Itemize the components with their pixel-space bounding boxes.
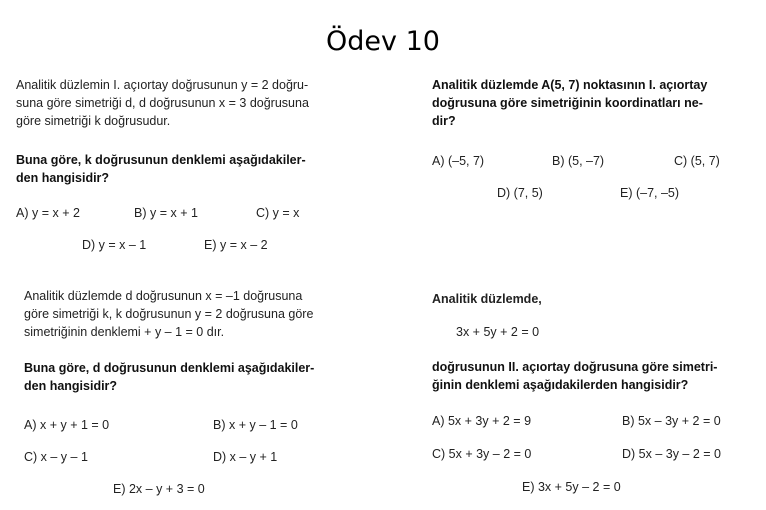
question-3-stem-line: göre simetriği k, k doğrusunun y = 2 doğrusuna göre	[24, 307, 314, 321]
question-1-stem-line: göre simetriği k doğrusudur.	[16, 114, 171, 128]
question-3-stem-line: Analitik düzlemde d doğrusunun x = –1 doğrusuna	[24, 289, 303, 303]
question-3-stem-line: simetriğinin denklemi + y – 1 = 0 dır.	[24, 325, 225, 339]
question-4-option-b[interactable]: B) 5x – 3y + 2 = 0	[622, 414, 721, 428]
question-1-prompt-line: den hangisidir?	[16, 171, 110, 185]
question-1-option-c[interactable]: C) y = x	[256, 206, 300, 220]
question-1-stem	[16, 76, 376, 130]
question-3-prompt-line: den hangisidir?	[24, 379, 118, 393]
question-3-prompt	[24, 359, 384, 395]
slide-title: Ödev 10	[326, 26, 440, 57]
question-3-option-a[interactable]: A) x + y + 1 = 0	[24, 418, 110, 432]
question-2-option-e[interactable]: E) (–7, –5)	[620, 186, 680, 200]
question-4-prompt	[432, 358, 762, 394]
question-4-option-d[interactable]: D) 5x – 3y – 2 = 0	[622, 447, 722, 461]
question-1-option-e[interactable]: E) y = x – 2	[204, 238, 268, 252]
question-2-option-a[interactable]: A) (–5, 7)	[432, 154, 485, 168]
question-3-option-c[interactable]: C) x – y – 1	[24, 450, 88, 464]
question-3-stem	[24, 287, 384, 341]
question-3-option-b[interactable]: B) x + y – 1 = 0	[213, 418, 298, 432]
question-2-stem-line: dir?	[432, 114, 456, 128]
question-2-stem	[432, 76, 762, 130]
question-4-prompt-line: doğrusunun II. açıortay doğrusuna göre simetri-	[432, 360, 718, 374]
question-4-option-c[interactable]: C) 5x + 3y – 2 = 0	[432, 447, 532, 461]
question-4-equation: 3x + 5y + 2 = 0	[456, 325, 540, 339]
question-2-option-c[interactable]: C) (5, 7)	[674, 154, 720, 168]
question-4-prompt-line: ğinin denklemi aşağıdakilerden hangisidir?	[432, 378, 689, 392]
question-1-option-b[interactable]: B) y = x + 1	[134, 206, 198, 220]
question-1-prompt-line: Buna göre, k doğrusunun denklemi aşağıdakiler-	[16, 153, 306, 167]
question-1-option-d[interactable]: D) y = x – 1	[82, 238, 147, 252]
question-3-option-e[interactable]: E) 2x – y + 3 = 0	[113, 482, 205, 496]
question-1-option-a[interactable]: A) y = x + 2	[16, 206, 80, 220]
question-1-prompt	[16, 151, 376, 187]
question-3-option-d[interactable]: D) x – y + 1	[213, 450, 278, 464]
question-2-option-d[interactable]: D) (7, 5)	[497, 186, 543, 200]
question-4-heading: Analitik düzlemde,	[432, 292, 542, 306]
question-2-option-b[interactable]: B) (5, –7)	[552, 154, 605, 168]
question-2-stem-line: doğrusuna göre simetriğinin koordinatları ne-	[432, 96, 703, 110]
question-2-stem-line: Analitik düzlemde A(5, 7) noktasının I. açıortay	[432, 78, 708, 92]
question-4-option-e[interactable]: E) 3x + 5y – 2 = 0	[522, 480, 621, 494]
question-3-prompt-line: Buna göre, d doğrusunun denklemi aşağıdakiler-	[24, 361, 315, 375]
question-4-option-a[interactable]: A) 5x + 3y + 2 = 9	[432, 414, 532, 428]
question-1-stem-line: Analitik düzlemin I. açıortay doğrusunun y = 2 doğru-	[16, 78, 309, 92]
question-1-stem-line: suna göre simetriği d, d doğrusunun x = 3 doğrusuna	[16, 96, 309, 110]
